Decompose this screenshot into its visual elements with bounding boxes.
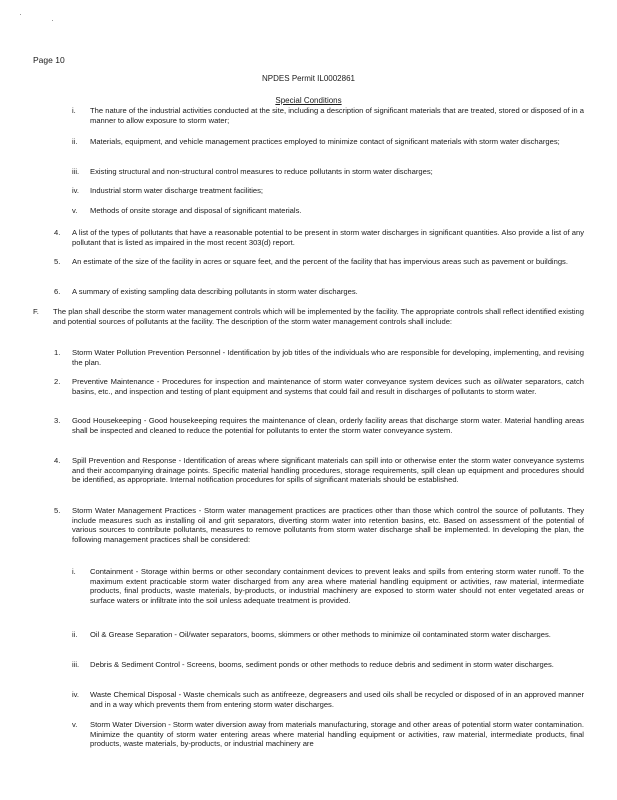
section-f (33, 307, 584, 326)
numbered-item (54, 228, 584, 247)
list-item-text: Waste Chemical Disposal - Waste chemicals such as antifreeze, degreasers and used oils shall be recycled or disposed of in an approved manner and in a way which prevents them from entering storm water discharges. (90, 690, 584, 709)
list-marker: iv. (72, 186, 80, 195)
section-text: The plan shall describe the storm water management controls which will be implemented by the facility. The appropriate controls shall reflect identified existing and potential sources of pollutants at the facility. The description of the storm water management controls shall include: (53, 307, 584, 326)
list-marker: 6. (54, 287, 61, 296)
practice-item (72, 660, 584, 670)
list-marker: 5. (54, 257, 61, 266)
list-item-text: Storm Water Diversion - Storm water diversion away from materials manufacturing, storage and other areas of potential storm water contamination. Minimize the quantity of storm water entering areas where material handling equipment or activities, raw material, intermediate products, final products, waste materials, by-products, or industrial machinery are (90, 720, 584, 749)
numbered-item (54, 257, 584, 267)
list-marker: v. (72, 720, 78, 729)
list-marker: 4. (54, 228, 61, 237)
list-item-text: Debris & Sediment Control - Screens, booms, sediment ponds or other methods to reduce debris and sediment in storm water discharges. (90, 660, 554, 669)
list-item-text: The nature of the industrial activities conducted at the site, including a description of significant materials that are treated, stored or disposed of in a manner to allow exposure to storm water; (90, 106, 584, 125)
control-item (54, 377, 584, 396)
list-item-text: Industrial storm water discharge treatment facilities; (90, 186, 264, 195)
list-item-text: Containment - Storage within berms or other secondary containment devices to prevent leaks and spills from entering storm water runoff. To the maximum extent practicable storm water discharged from any area where material handling equipment or activities, raw material, intermediate products, final products, waste materials, by-products, or industrial machinery are exposed to storm water should not enter vegetated areas or surface waters or infiltrate into the soil unless adequate treatment is provided. (90, 567, 584, 605)
list-item (72, 186, 584, 196)
list-marker: iii. (72, 660, 80, 669)
list-marker: ii. (72, 137, 78, 146)
list-item (72, 137, 584, 147)
list-item (72, 206, 584, 216)
list-marker: iii. (72, 167, 80, 176)
permit-number: NPDES Permit IL0002861 (262, 74, 355, 83)
list-item-text: Existing structural and non-structural control measures to reduce pollutants in storm water discharges; (90, 167, 433, 176)
list-marker: 1. (54, 348, 61, 357)
section-marker: F. (33, 307, 39, 316)
list-item-text: An estimate of the size of the facility in acres or square feet, and the percent of the facility that has impervious areas such as pavement or buildings. (72, 257, 568, 266)
list-marker: 4. (54, 456, 61, 465)
control-item (54, 456, 584, 485)
list-item-text: A summary of existing sampling data describing pollutants in storm water discharges. (72, 287, 358, 296)
practice-item (72, 720, 584, 749)
list-marker: 3. (54, 416, 61, 425)
list-item-text: Spill Prevention and Response - Identification of areas where significant materials can spill into or otherwise enter the storm water conveyance systems and their accompanying drainage points. Specific material handling procedures, storage requirements, spill clean up equipment and procedures should be identified, as appropriate. Internal notification procedures for spills of significant materials should be established. (72, 456, 584, 485)
list-item (72, 167, 584, 177)
list-marker: i. (72, 567, 76, 576)
section-heading: Special Conditions (275, 96, 342, 105)
list-marker: 5. (54, 506, 61, 515)
list-marker: 2. (54, 377, 61, 386)
control-item (54, 506, 584, 544)
practice-item (72, 630, 584, 640)
list-marker: iv. (72, 690, 80, 699)
list-item-text: Preventive Maintenance - Procedures for inspection and maintenance of storm water conveyance system devices such as oil/water separators, catch basins, etc., and inspection and testing of plant equipment and systems that could fail and result in discharges of pollutants to storm water. (72, 377, 584, 396)
control-item (54, 416, 584, 435)
list-marker: i. (72, 106, 76, 115)
practice-item (72, 567, 584, 605)
list-marker: ii. (72, 630, 78, 639)
numbered-item (54, 287, 584, 297)
page-number: Page 10 (33, 55, 65, 65)
list-item (72, 106, 584, 125)
control-item (54, 348, 584, 367)
list-item-text: Good Housekeeping - Good housekeeping requires the maintenance of clean, orderly facility areas that discharge storm water. Material handling areas shall be inspected and cleaned to reduce the potential for pollutants to enter the storm water conveyance system. (72, 416, 584, 435)
practice-item (72, 690, 584, 709)
list-item-text: Storm Water Management Practices - Storm water management practices are practices other than those which control the source of pollutants. They include measures such as installing oil and grit separators, diverting storm water into retention basins, etc. Based on assessment of the potential of various sources to contribute pollutants, measures to remove pollutants from storm water discharge shall be implemented. In developing the plan, the following management practices shall be considered: (72, 506, 584, 544)
list-item-text: Oil & Grease Separation - Oil/water separators, booms, skimmers or other methods to minimize oil contaminated storm water discharges. (90, 630, 551, 639)
list-item-text: Methods of onsite storage and disposal of significant materials. (90, 206, 302, 215)
list-item-text: Storm Water Pollution Prevention Personnel - Identification by job titles of the individuals who are responsible for developing, implementing, and revising the plan. (72, 348, 584, 367)
list-item-text: Materials, equipment, and vehicle management practices employed to minimize contact of significant materials with storm water discharges; (90, 137, 560, 146)
list-marker: v. (72, 206, 78, 215)
list-item-text: A list of the types of pollutants that have a reasonable potential to be present in storm water discharges in significant quantities. Also provide a list of any pollutant that is listed as impaired in the most recent 303(d) report. (72, 228, 584, 247)
